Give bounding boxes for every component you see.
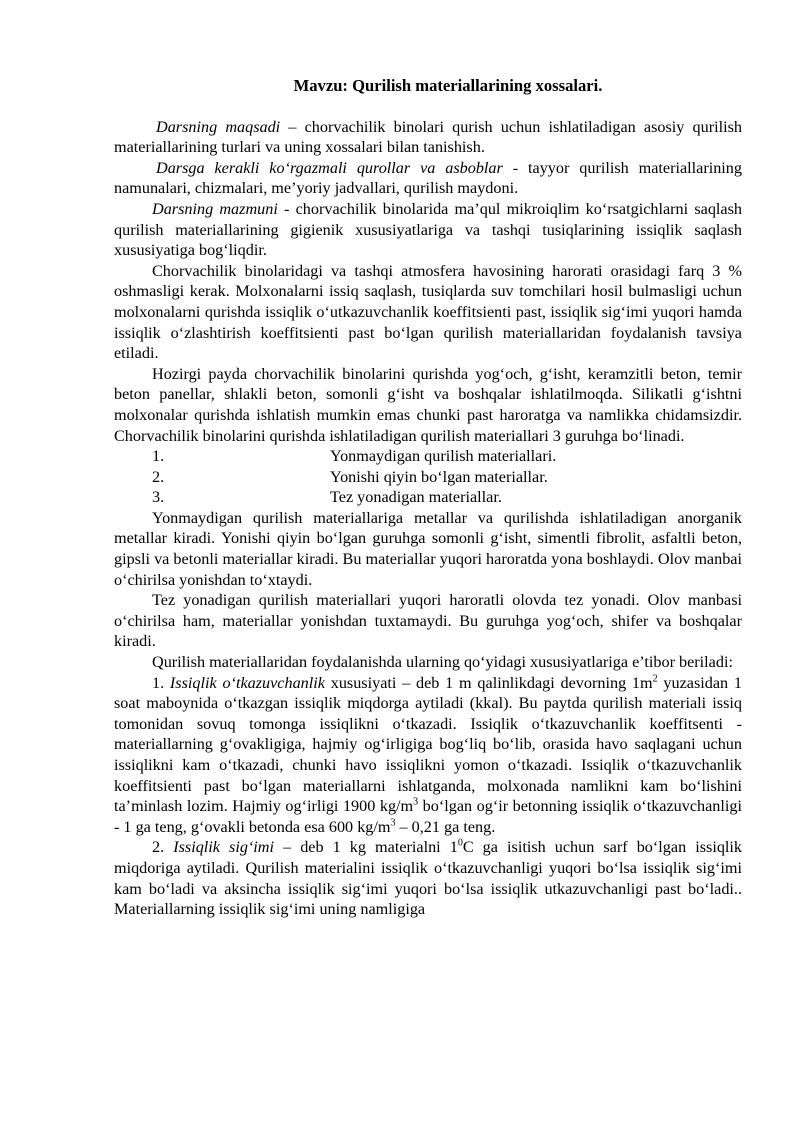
text-segment: C ga isitish uchun sarf bo‘lgan issiqlik miqdoriga aytiladi. Qurilish materialini issiqlik o‘tkazuvchanligi yuqori bo‘lsa issiqlik sig‘imi kam bo‘ladi va aksincha issiqlik sig‘imi yuqori bo‘lsa issiqlik utkazuvchanligi past bo‘ladi.. Materiallarning issiqlik sig‘imi uning namligiga bbox=[114, 838, 742, 919]
superscript: 0 bbox=[457, 837, 463, 849]
page-title: Mavzu: Qurilish materiallarining xossalari. bbox=[293, 76, 603, 95]
list-number: 1. bbox=[152, 447, 165, 466]
paragraph-thermal-conductivity bbox=[114, 673, 742, 838]
list-item bbox=[114, 446, 742, 467]
paragraph-heat-capacity bbox=[114, 837, 742, 919]
list-number: 3. bbox=[152, 488, 165, 507]
content-label: Darsning mazmuni bbox=[152, 199, 278, 218]
superscript: 3 bbox=[390, 817, 396, 829]
paragraph-materials: Hozirgi payda chorvachilik binolarini qurishda yog‘och, g‘isht, keramzitli beton, temir beton panellar, shlakli beton, somonli g‘isht va boshqalar ishlatilmoqda. Silikatli g‘ishtni molxonalar qurishda ishlatish mumkin emas chunki past haroratga va namlikka chidamsizdir. Chorvachilik binolarini qurishda ishlatiladigan qurilish materiallari 3 guruhga bo‘linadi. bbox=[114, 364, 742, 445]
thermal-conductivity-label: Issiqlik o‘tkazuvchanlik bbox=[169, 673, 325, 692]
list-text: Tez yonadigan materiallar. bbox=[330, 488, 502, 507]
list-item bbox=[114, 487, 742, 508]
paragraph-flammable: Tez yonadigan qurilish materiallari yuqori haroratli olovda tez yonadi. Olov manbasi o‘chirilsa ham, materiallar yonishdan tuxtamaydi. Bu guruhga yog‘och, shifer va boshqalar kiradi. bbox=[114, 591, 742, 651]
paragraph-goal bbox=[114, 117, 742, 158]
content-text: - chorvachilik binolarida ma’qul mikroiqlim ko‘rsatgichlarni saqlash qurilish materiallarining gigienik xususiyatlariga va tashqi tusiqlarining issiqlik saqlash xususiyatiga bog‘liqdir. bbox=[114, 199, 742, 260]
paragraph-tools bbox=[114, 158, 742, 199]
list-text: Yonmaydigan qurilish materiallari. bbox=[330, 447, 557, 466]
goal-text: – chorvachilik binolari qurish uchun ishlatiladigan asosiy qurilish materiallarining turlari va uning xossalari bilan tanishish. bbox=[114, 117, 742, 157]
item-number: 2. bbox=[152, 838, 174, 857]
paragraph-content bbox=[114, 199, 742, 261]
paragraph-nonflammable: Yonmaydigan qurilish materiallariga metallar va qurilishda ishlatiladigan anorganik metallar kiradi. Yonishi qiyin bo‘lgan guruhga somonli g‘isht, simentli fibrolit, asfaltli beton, gipsli va betonli materiallar kiradi. Bu materiallar yuqori haroratda yona boshlaydi. Olov manbai o‘chirilsa yonishdan to‘xtaydi. bbox=[114, 508, 742, 589]
paragraph-properties-intro: Qurilish materiallaridan foydalanishda ularning qo‘yidagi xususiyatlariga e’tibor beriladi: bbox=[152, 653, 733, 672]
text-segment: – 0,21 ga teng. bbox=[395, 817, 496, 836]
text-segment: yuzasidan 1 soat maboynida o‘tkazgan issiqlik miqdorga aytiladi (kkal). Bu paytda qurilish materiali issiq tomonidan sovuq tomonga issiqlikni o‘tkazadi. Issiqlik o‘tkazuvchanlik koeffitsenti - materiallarning g‘ovakligiga, hajmiy og‘irligiga bog‘liq bo‘lib, orasida havo saqlagani uchun issiqlikni kam o‘tkazadi, chunki havo issiqlikni yomon o‘tkazadi. Issiqlik o‘tkazuvchanlik koeffitsienti past bo‘lgan materiallarni ishlatganda, molxonada namlikni kam bo‘lishini ta’minlash lozim. Hajmiy og‘irligi 1900 kg/m bbox=[114, 673, 742, 816]
item-number: 1. bbox=[152, 673, 170, 692]
tools-text: - tayyor qurilish materiallarining namunalari, chizmalari, me’yoriy jadvallari, qurilish maydoni. bbox=[114, 158, 742, 198]
text-segment: – deb 1 kg materialni 1 bbox=[274, 838, 458, 857]
goal-label: Darsning maqsadi bbox=[156, 117, 281, 136]
list-number: 2. bbox=[152, 467, 165, 486]
list-text: Yonishi qiyin bo‘lgan materiallar. bbox=[330, 467, 548, 486]
heat-capacity-label: Issiqlik sig‘imi bbox=[173, 838, 274, 857]
text-segment: xususiyati – deb 1 m qalinlikdagi devorning 1m bbox=[324, 673, 653, 692]
text-segment: bo‘lgan og‘ir betonning issiqlik o‘tkazuvchanligi - 1 ga teng, g‘ovakli betonda esa 600 kg/m bbox=[114, 797, 742, 836]
tools-label: Darsga kerakli ko‘rgazmali qurollar va asboblar bbox=[156, 158, 503, 177]
superscript: 2 bbox=[652, 673, 658, 685]
document-body bbox=[114, 76, 742, 920]
paragraph-temperature: Chorvachilik binolaridagi va tashqi atmosfera havosining harorati orasidagi farq 3 % oshmasligi kerak. Molxonalarni issiq saqlash, tusiqlarda suv tomchilari hosil bulmasligi uchun molxonalarni qurishda issiqlik o‘utkazuvchanlik koeffitsienti past, issiqlik sig‘imi yuqori hamda issiqlik o‘zlashtirish koeffitsienti past bo‘lgan qurilish materiallaridan foydalanish tavsiya etiladi. bbox=[114, 261, 742, 363]
superscript: 3 bbox=[413, 796, 419, 808]
list-item bbox=[114, 467, 742, 488]
